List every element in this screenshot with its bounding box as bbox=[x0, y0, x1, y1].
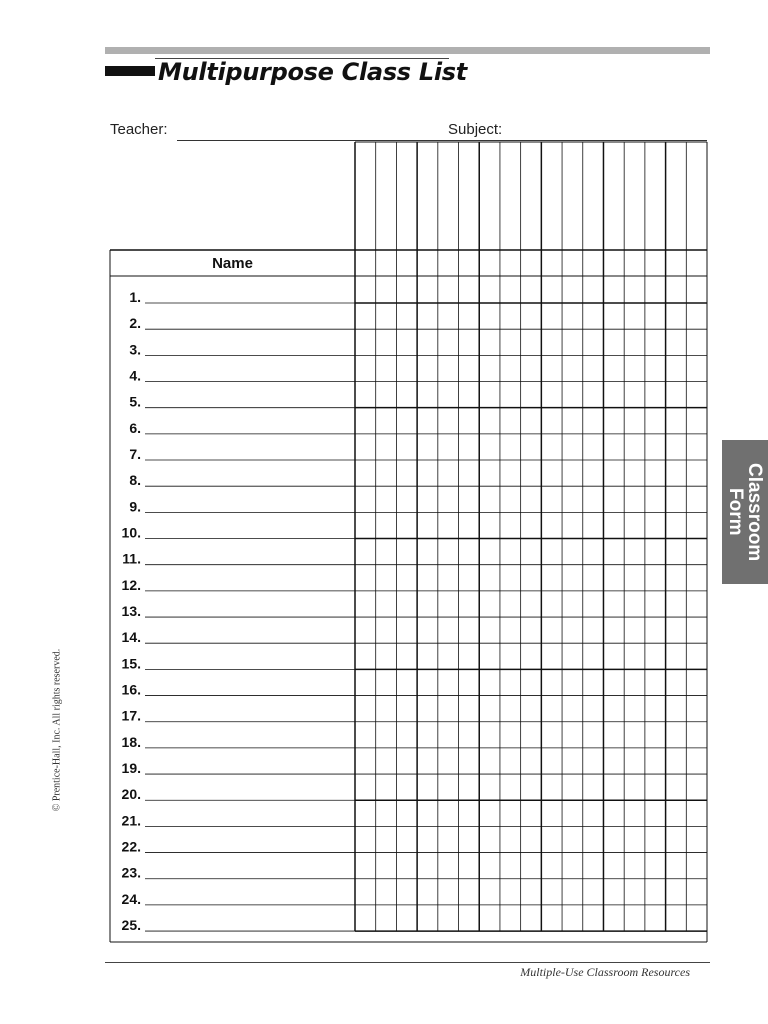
teacher-label: Teacher: bbox=[110, 121, 168, 138]
classroom-form-tab bbox=[722, 440, 768, 584]
row-number: 13. bbox=[121, 603, 141, 620]
row-number: 18. bbox=[121, 733, 141, 750]
footer-text: Multiple-Use Classroom Resources bbox=[520, 965, 690, 979]
row-number: 19. bbox=[121, 760, 141, 777]
row-number: 20. bbox=[121, 786, 141, 803]
row-number: 16. bbox=[121, 681, 141, 698]
row-number: 1. bbox=[129, 289, 141, 305]
row-number: 25. bbox=[121, 917, 141, 934]
row-number: 15. bbox=[121, 655, 141, 672]
row-number: 21. bbox=[121, 812, 141, 829]
subject-label: Subject: bbox=[448, 121, 503, 138]
row-number: 4. bbox=[129, 367, 141, 384]
row-number: 6. bbox=[129, 419, 141, 436]
side-tab-label: Classroom Form bbox=[725, 462, 765, 562]
page-title: Multipurpose Class List bbox=[158, 58, 467, 86]
row-number: 5. bbox=[129, 393, 141, 410]
footer-rule bbox=[105, 962, 710, 963]
copyright-notice: © Prentice-Hall, Inc. All rights reserved. bbox=[51, 648, 63, 812]
row-number: 24. bbox=[121, 890, 141, 907]
row-number: 3. bbox=[129, 341, 141, 358]
row-number: 17. bbox=[121, 707, 141, 724]
row-number: 23. bbox=[121, 864, 141, 881]
row-number: 7. bbox=[129, 446, 141, 463]
row-number: 11. bbox=[122, 550, 141, 567]
row-number: 9. bbox=[129, 498, 141, 515]
row-number: 22. bbox=[121, 838, 141, 855]
row-number: 10. bbox=[121, 524, 141, 541]
row-number: 8. bbox=[129, 472, 141, 489]
row-number: 2. bbox=[129, 315, 141, 332]
row-number: 14. bbox=[121, 629, 141, 646]
row-number: 12. bbox=[121, 576, 141, 593]
name-column-header: Name bbox=[212, 255, 253, 272]
